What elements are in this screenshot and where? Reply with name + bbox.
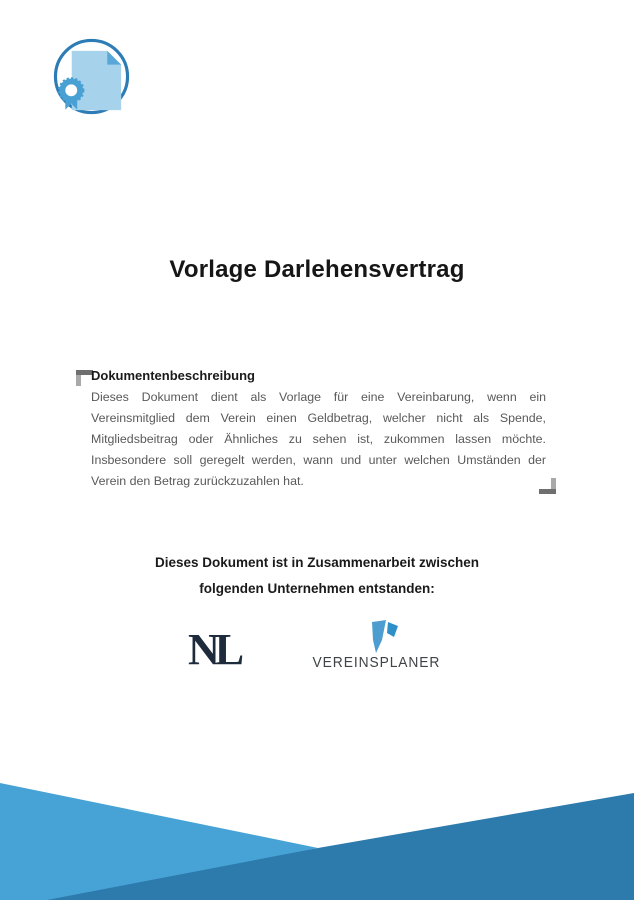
vereinsplaner-wordmark: VEREINSPLANER [312,654,441,671]
collaboration-line-2: folgenden Unternehmen entstanden: [199,581,435,596]
partner-logos-row [0,612,634,674]
description-block [76,368,554,492]
flag-pennant [387,622,398,637]
description-body: Dieses Dokument dient als Vorlage für eine Vereinbarung, wenn ein Vereinsmitglied dem Verein einen Geldbetrag, welcher nicht als Spende, Mitgliedsbeitrag oder Ähnliches zu sehen ist, zukommen lassen möchte. Insbesondere soll geregelt werden, wann und unter welchen Umständen der Verein den Betrag zurückzuzahlen hat. [91,390,546,488]
corner-bracket-bottom-right [539,477,556,494]
rosette-center [65,84,77,96]
flag-pole [372,620,386,653]
page-title: Vorlage Darlehensvertrag [169,256,465,283]
bracket-bar-vertical [551,478,556,489]
vereinsplaner-logo [307,620,446,674]
collaboration-line-1: Dieses Dokument ist in Zusammenarbeit zwischen [154,555,480,570]
certificate-icon [52,37,131,116]
nl-monogram-logo: NL [188,625,240,674]
footer-decoration [0,780,634,900]
description-heading: Dokumentenbeschreibung [91,368,255,383]
bracket-bar-horizontal [539,489,556,494]
flag-icon [369,620,399,654]
collaboration-text [0,550,634,602]
bracket-bar-vertical [76,375,81,386]
